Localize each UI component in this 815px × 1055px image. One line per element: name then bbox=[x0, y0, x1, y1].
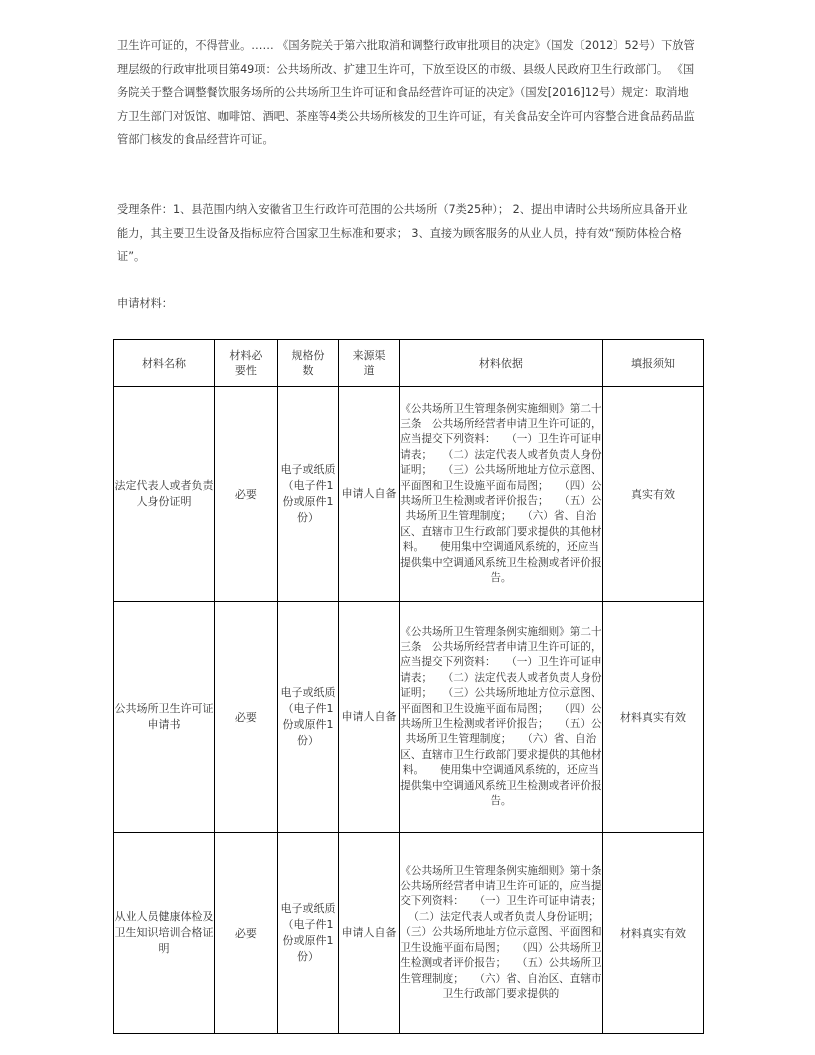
cell-required: 必要 bbox=[215, 602, 278, 833]
cell-material-name: 法定代表人或者负责人身份证明 bbox=[114, 387, 215, 602]
cell-source: 申请人自备 bbox=[339, 833, 400, 1034]
cell-note: 材料真实有效 bbox=[602, 833, 703, 1034]
header-note: 填报须知 bbox=[602, 340, 703, 387]
header-source: 来源渠道 bbox=[339, 340, 400, 387]
table-row bbox=[114, 602, 704, 833]
cell-basis: 《公共场所卫生管理条例实施细则》第十条 公共场所经营者申请卫生许可证的，应当提交下列资料： （一）卫生许可证申请表；（二）法定代表人或者负责人身份证明； （三）公共场所地址方位示意图、平面图和卫生设施平面布局图； （四）公共场所卫生检测或者评价报告； （五）公共场所卫生管理制度； （六）省、自治区、直辖市卫生行政部门要求提供的 bbox=[400, 864, 615, 1000]
cell-source: 申请人自备 bbox=[339, 387, 400, 602]
cell-spec: 电子或纸质（电子件1份或原件1份） bbox=[277, 833, 339, 1034]
cell-material-name: 公共场所卫生许可证申请书 bbox=[114, 602, 215, 833]
cell-note: 真实有效 bbox=[602, 387, 703, 602]
header-required: 材料必要性 bbox=[215, 340, 278, 387]
header-basis: 材料依据 bbox=[399, 340, 602, 387]
cell-spec: 电子或纸质（电子件1份或原件1份） bbox=[277, 387, 339, 602]
cell-basis: 《公共场所卫生管理条例实施细则》第二十三条 公共场所经营者申请卫生许可证的，应当提交下列资料： （一）卫生许可证申请表； （二）法定代表人或者负责人身份证明； （三）公共场所地址方位示意图、平面图和卫生设施平面布局图； （四）公共场所卫生检测或者评价报告； （五）公共场所卫生管理制度； （六）省、自治区、直辖市卫生行政部门要求提供的其他材料。 使用集中空调通风系统的，还应当提供集中空调通风系统卫生检测或者评价报告。 bbox=[399, 602, 602, 833]
acceptance-conditions-paragraph: 受理条件：1、县范围内纳入安徽省卫生行政许可范围的公共场所（7类25种）； 2、提出申请时公共场所应具备开业能力，其主要卫生设备及指标应符合国家卫生标准和要求； 3、直接为顾客服务的从业人员，持有效“预防体检合格证”。 bbox=[117, 203, 688, 263]
legal-basis-paragraph: 卫生许可证的，不得营业。…… 《国务院关于第六批取消和调整行政审批项目的决定》（国发〔2012〕52号）下放管理层级的行政审批项目第49项：公共场所改、扩建卫生许可，下放至设区的市级、县级人民政府卫生行政部门。 《国务院关于整合调整餐饮服务场所的公共场所卫生许可证和食品经营许可证的决定》（国发[2016]12号）规定：取消地方卫生部门对饭馆、咖啡馆、酒吧、茶座等4类公共场所核发的卫生许可证，有关食品安全许可内容整合进食品药品监管部门核发的食品经营许可证。 bbox=[117, 39, 695, 146]
materials-table bbox=[113, 339, 704, 1034]
table-row bbox=[114, 833, 704, 1034]
cell-basis: 《公共场所卫生管理条例实施细则》第二十三条 公共场所经营者申请卫生许可证的，应当提交下列资料： （一）卫生许可证申请表； （二）法定代表人或者负责人身份证明； （三）公共场所地址方位示意图、平面图和卫生设施平面布局图； （四）公共场所卫生检测或者评价报告； （五）公共场所卫生管理制度； （六）省、自治区、直辖市卫生行政部门要求提供的其他材料。 使用集中空调通风系统的，还应当提供集中空调通风系统卫生检测或者评价报告。 bbox=[399, 387, 602, 602]
cell-spec: 电子或纸质（电子件1份或原件1份） bbox=[277, 602, 339, 833]
cell-required: 必要 bbox=[215, 387, 278, 602]
cell-basis-wrapper bbox=[399, 833, 615, 1034]
table-header-row bbox=[114, 340, 704, 387]
table-row bbox=[114, 387, 704, 602]
cell-required: 必要 bbox=[215, 833, 278, 1034]
cell-source: 申请人自备 bbox=[339, 602, 400, 833]
header-material-name: 材料名称 bbox=[114, 340, 215, 387]
application-materials-heading: 申请材料： bbox=[117, 297, 173, 310]
cell-note: 材料真实有效 bbox=[602, 602, 703, 833]
cell-material-name: 从业人员健康体检及卫生知识培训合格证明 bbox=[114, 833, 215, 1034]
header-spec: 规格份数 bbox=[277, 340, 339, 387]
